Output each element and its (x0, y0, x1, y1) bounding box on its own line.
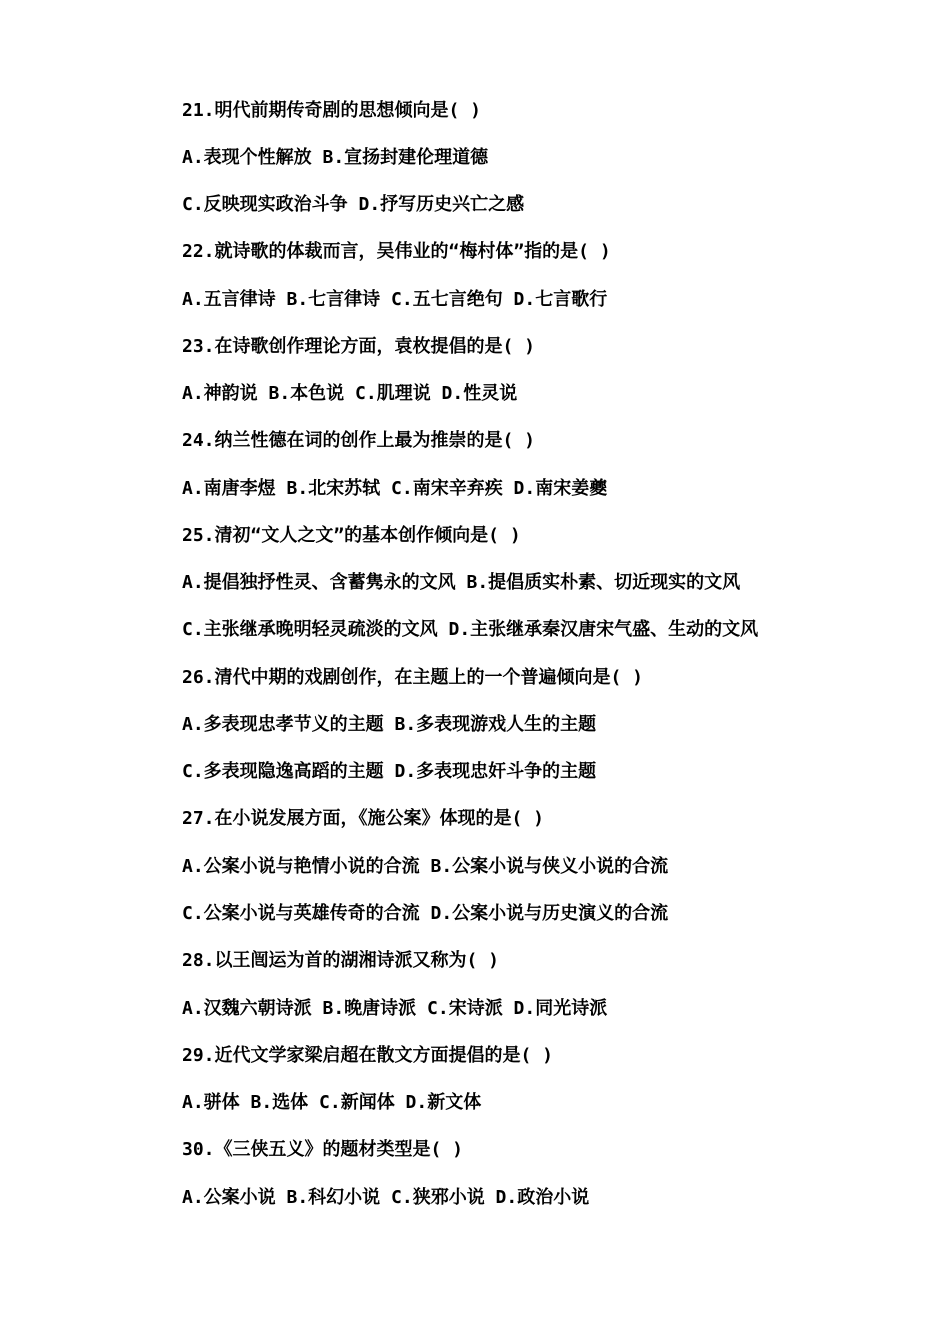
question-22: 22.就诗歌的体裁而言，吴伟业的“梅村体”指的是( ) (182, 241, 611, 262)
question-27-options-cd: C.公案小说与英雄传奇的合流 D.公案小说与历史演义的合流 (182, 903, 669, 924)
question-28: 28.以王闿运为首的湖湘诗派又称为( ) (182, 950, 500, 971)
question-27: 27.在小说发展方面，《施公案》体现的是( ) (182, 808, 545, 829)
question-25-options-cd: C.主张继承晚明轻灵疏淡的文风 D.主张继承秦汉唐宋气盛、生动的文风 (182, 619, 759, 640)
question-25-options-ab: A.提倡独抒性灵、含蓄隽永的文风 B.提倡质实朴素、切近现实的文风 (182, 572, 741, 593)
question-24: 24.纳兰性德在词的创作上最为推崇的是( ) (182, 430, 536, 451)
question-30-options: A.公案小说 B.科幻小说 C.狭邪小说 D.政治小说 (182, 1187, 590, 1208)
question-24-options: A.南唐李煜 B.北宋苏轼 C.南宋辛弃疾 D.南宋姜夔 (182, 478, 608, 499)
question-26-options-cd: C.多表现隐逸高蹈的主题 D.多表现忠奸斗争的主题 (182, 761, 597, 782)
question-22-options: A.五言律诗 B.七言律诗 C.五七言绝句 D.七言歌行 (182, 289, 608, 310)
question-28-options: A.汉魏六朝诗派 B.晚唐诗派 C.宋诗派 D.同光诗派 (182, 998, 608, 1019)
question-29-options: A.骈体 B.选体 C.新闻体 D.新文体 (182, 1092, 482, 1113)
question-29: 29.近代文学家梁启超在散文方面提倡的是( ) (182, 1045, 554, 1066)
question-26: 26.清代中期的戏剧创作，在主题上的一个普遍倾向是( ) (182, 667, 644, 688)
question-27-options-ab: A.公案小说与艳情小说的合流 B.公案小说与侠义小说的合流 (182, 856, 669, 877)
question-23: 23.在诗歌创作理论方面，袁枚提倡的是( ) (182, 336, 536, 357)
question-21-options-ab: A.表现个性解放 B.宣扬封建伦理道德 (182, 147, 489, 168)
question-26-options-ab: A.多表现忠孝节义的主题 B.多表现游戏人生的主题 (182, 714, 597, 735)
question-21: 21.明代前期传奇剧的思想倾向是( ) (182, 100, 482, 121)
question-30: 30.《三侠五义》的题材类型是( ) (182, 1139, 464, 1160)
question-23-options: A.神韵说 B.本色说 C.肌理说 D.性灵说 (182, 383, 518, 404)
question-25: 25.清初“文人之文”的基本创作倾向是( ) (182, 525, 521, 546)
question-21-options-cd: C.反映现实政治斗争 D.抒写历史兴亡之感 (182, 194, 525, 215)
